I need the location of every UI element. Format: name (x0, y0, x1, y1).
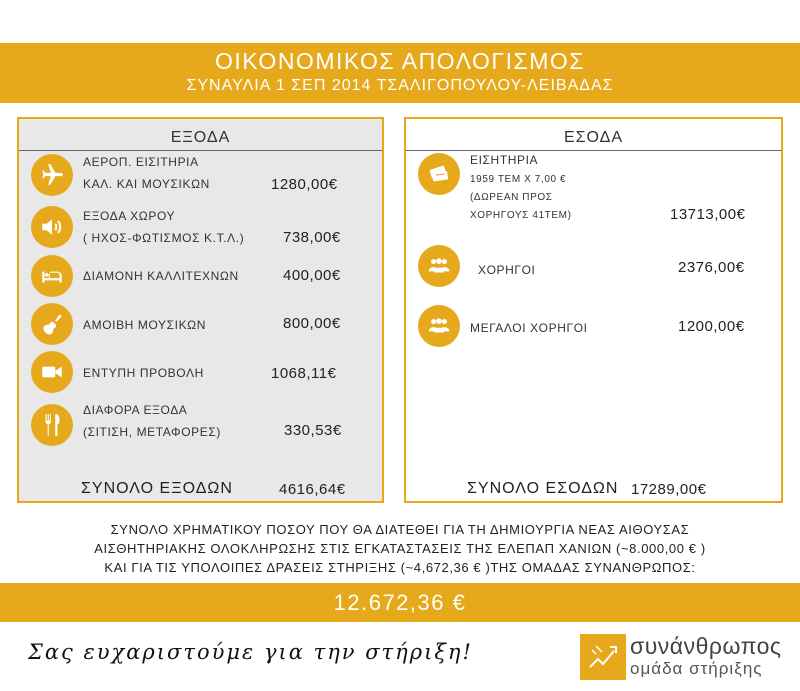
expense-label-secondary: ( ΗΧΟΣ-ΦΩΤΙΣΜΟΣ Κ.Τ.Λ.) (83, 231, 245, 245)
expense-label: ΔΙΑΜΟΝΗ ΚΑΛΛΙΤΕΧΝΩΝ (83, 269, 239, 283)
bed-icon (31, 255, 73, 297)
people-icon (418, 305, 460, 347)
grand-total-amount: 12.672,36 € (333, 590, 467, 615)
income-amount: 1200,00€ (678, 318, 745, 335)
thank-you-message: Σας ευχαριστούμε για την στήριξη! (28, 640, 473, 664)
expense-amount: 1068,11€ (271, 365, 337, 382)
expense-label: ΕΞΟΔΑ ΧΩΡΟΥ (83, 209, 176, 223)
expense-amount: 800,00€ (283, 315, 341, 332)
income-label-detail: 1959 ΤΕΜ Χ 7,00 € (470, 174, 567, 185)
guitar-icon (31, 303, 73, 345)
page-subtitle: ΣΥΝΑΥΛΙΑ 1 ΣΕΠ 2014 ΤΣΑΛΙΓΟΠΟΥΛΟΥ-ΛΕΙΒΑΔΑΣ (186, 77, 614, 94)
header-banner (0, 43, 800, 103)
expense-amount: 1280,00€ (271, 176, 338, 193)
income-title-divider (406, 150, 781, 151)
airplane-icon (31, 154, 73, 196)
income-total-amount: 17289,00€ (631, 481, 707, 498)
video-camera-icon (31, 351, 73, 393)
income-label: ΜΕΓΑΛΟΙ ΧΟΡΗΓΟΙ (470, 321, 588, 335)
page-title: ΟΙΚΟΝΟΜΙΚΟΣ ΑΠΟΛΟΓΙΣΜΟΣ (215, 48, 585, 74)
expense-amount: 738,00€ (283, 229, 341, 246)
expense-label: ΑΜΟΙΒΗ ΜΟΥΣΙΚΩΝ (83, 318, 207, 332)
logo-tagline: ομάδα στήριξης (630, 659, 763, 678)
income-panel (404, 117, 783, 503)
expense-label-secondary: (ΣΙΤΙΣΗ, ΜΕΤΑΦΟΡΕΣ) (83, 425, 221, 439)
income-title: ΕΣΟΔΑ (563, 129, 624, 146)
expense-label-secondary: ΚΑΛ. ΚΑΙ ΜΟΥΣΙΚΩΝ (83, 177, 210, 191)
logo-icon (580, 634, 626, 680)
expense-label: ΕΝΤΥΠΗ ΠΡΟΒΟΛΗ (83, 366, 204, 380)
income-amount: 13713,00€ (670, 206, 746, 223)
income-amount: 2376,00€ (678, 259, 745, 276)
tickets-icon (418, 153, 460, 195)
expense-amount: 400,00€ (283, 267, 341, 284)
speaker-icon (31, 206, 73, 248)
summary-line: ΣΥΝΟΛΟ ΧΡΗΜΑΤΙΚΟΥ ΠΟΣΟΥ ΠΟΥ ΘΑ ΔΙΑΤΕΘΕΙ ΓΙΑ ΤΗ ΔΗΜΙΟΥΡΓΙΑ ΝΕΑΣ ΑΙΘΟΥΣΑΣ (110, 522, 690, 537)
summary-text (0, 520, 800, 577)
people-icon (418, 245, 460, 287)
expenses-title: ΕΞΟΔΑ (170, 129, 231, 146)
summary-line: ΚΑΙ ΓΙΑ ΤΙΣ ΥΠΟΛΟΙΠΕΣ ΔΡΑΣΕΙΣ ΣΤΗΡΙΞΗΣ (~4,672,36 € )ΤΗΣ ΟΜΑΔΑΣ ΣΥΝΑΝΘΡΩΠΟΣ: (104, 560, 696, 575)
expenses-total-label: ΣΥΝΟΛΟ ΕΞΟΔΩΝ (81, 480, 233, 497)
expense-amount: 330,53€ (284, 422, 342, 439)
expenses-title-divider (19, 150, 382, 151)
income-label-detail: ΧΟΡΗΓΟΥΣ 41ΤΕΜ) (470, 210, 572, 221)
grand-total-banner (0, 583, 800, 622)
expense-label: ΑΕΡΟΠ. ΕΙΣΙΤΗΡΙΑ (83, 155, 199, 169)
income-total-label: ΣΥΝΟΛΟ ΕΣΟΔΩΝ (467, 480, 619, 497)
income-label: ΧΟΡΗΓΟΙ (478, 263, 536, 277)
cutlery-icon (31, 404, 73, 446)
income-label-detail: (ΔΩΡΕΑΝ ΠΡΟΣ (470, 192, 553, 203)
income-label: ΕΙΣΗΤΗΡΙΑ (470, 153, 539, 167)
expenses-panel (17, 117, 384, 503)
expense-label: ΔΙΑΦΟΡΑ ΕΞΟΔΑ (83, 403, 188, 417)
logo-name: συνάνθρωπος (630, 633, 782, 659)
summary-line: ΑΙΣΘΗΤΗΡΙΑΚΗΣ ΟΛΟΚΛΗΡΩΣΗΣ ΣΤΙΣ ΕΓΚΑΤΑΣΤΑΣΕΙΣ ΤΗΣ ΕΛΕΠΑΠ ΧΑΝΙΩΝ (~8.000,00 € ) (94, 541, 706, 556)
expenses-total-amount: 4616,64€ (279, 481, 346, 498)
